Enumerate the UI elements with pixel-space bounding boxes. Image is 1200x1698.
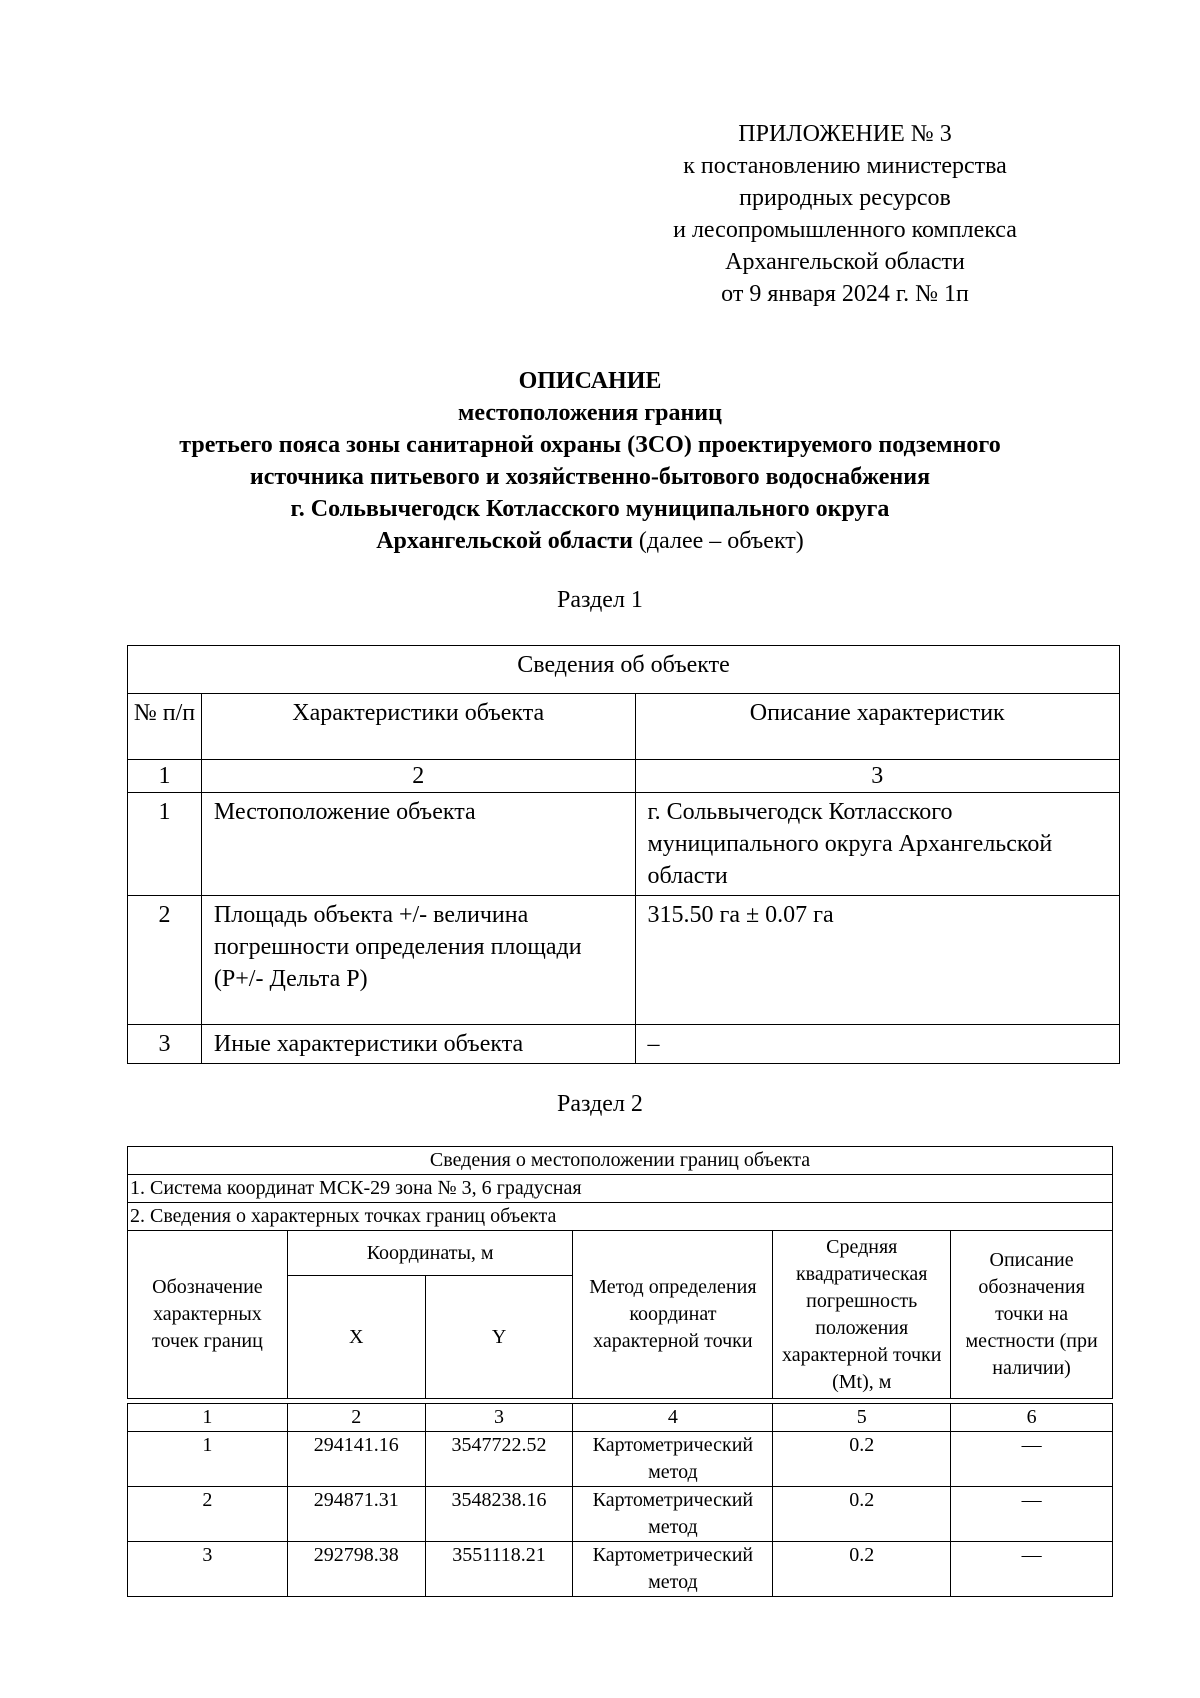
table-title: Сведения об объекте: [128, 646, 1120, 694]
coord-system-row: [128, 1175, 1113, 1203]
col-header-x: X: [287, 1276, 425, 1399]
points-title: 2. Сведения о характерных точках границ объекта: [128, 1203, 1113, 1231]
title-line: местоположения границ: [458, 400, 722, 426]
title-line: ОПИСАНИЕ: [518, 368, 662, 394]
point-desc: —: [951, 1542, 1113, 1597]
row-num: 1: [128, 793, 202, 896]
section2-heading: Раздел 2: [557, 1091, 643, 1117]
point-error: 0.2: [773, 1487, 951, 1542]
point-id: 3: [128, 1542, 288, 1597]
title-line: третьего пояса зоны санитарной охраны (ЗСО) проектируемого подземного: [179, 432, 1001, 458]
row-value: г. Сольвычегодск Котласского муниципального округа Архангельской области: [635, 793, 1120, 896]
document-title: [90, 365, 1090, 557]
col-header-name: Характеристики объекта: [201, 694, 635, 760]
point-y: 3547722.52: [425, 1432, 573, 1487]
point-x: 292798.38: [287, 1542, 425, 1597]
table-row: [128, 793, 1120, 896]
col-header-method: Метод определения координат характерной точки: [573, 1231, 773, 1399]
col-header-y: Y: [425, 1276, 573, 1399]
row-name: Местоположение объекта: [201, 793, 635, 896]
col-header-desc: Описание обозначения точки на местности (при наличии): [951, 1231, 1113, 1399]
object-info-table: [127, 645, 1120, 1064]
col-number-row: [128, 1404, 1113, 1432]
title-normal-part: (далее – объект): [632, 528, 804, 554]
section1-heading: Раздел 1: [557, 587, 643, 613]
point-y: 3551118.21: [425, 1542, 573, 1597]
point-id: 1: [128, 1432, 288, 1487]
point-error: 0.2: [773, 1542, 951, 1597]
boundary-points-table: [127, 1146, 1113, 1597]
point-x: 294871.31: [287, 1487, 425, 1542]
title-line: г. Сольвычегодск Котласского муниципального округа: [290, 496, 890, 522]
point-method: Картометрический метод: [573, 1487, 773, 1542]
points-title-row: [128, 1203, 1113, 1231]
coord-system: 1. Система координат МСК-29 зона № 3, 6 градусная: [128, 1175, 1113, 1203]
table-row: [128, 1025, 1120, 1064]
col-number: 1: [128, 1404, 288, 1432]
row-name: Площадь объекта +/- величина погрешности определения площади (P+/- Дельта P): [201, 896, 635, 1025]
col-number-row: [128, 760, 1120, 793]
title-bold-part: Архангельской области: [376, 528, 633, 554]
table-row: [128, 896, 1120, 1025]
appendix-line: Архангельской области: [725, 249, 965, 275]
table-title-row: [128, 1147, 1113, 1175]
point-x: 294141.16: [287, 1432, 425, 1487]
col-number: 6: [951, 1404, 1113, 1432]
col-header-num: № п/п: [128, 694, 202, 760]
row-num: 2: [128, 896, 202, 1025]
table-header-row: [128, 1231, 1113, 1276]
col-number: 1: [128, 760, 202, 793]
col-number: 3: [635, 760, 1120, 793]
point-y: 3548238.16: [425, 1487, 573, 1542]
appendix-line: ПРИЛОЖЕНИЕ № 3: [738, 121, 952, 147]
col-header-error: Средняя квадратическая погрешность положения характерной точки (Mt), м: [773, 1231, 951, 1399]
point-method: Картометрический метод: [573, 1542, 773, 1597]
table-title-row: [128, 646, 1120, 694]
appendix-line: к постановлению министерства: [683, 153, 1007, 179]
point-desc: —: [951, 1487, 1113, 1542]
col-number: 2: [201, 760, 635, 793]
row-value: 315.50 га ± 0.07 га: [635, 896, 1120, 1025]
col-number: 4: [573, 1404, 773, 1432]
table-title: Сведения о местоположении границ объекта: [128, 1147, 1113, 1175]
point-id: 2: [128, 1487, 288, 1542]
appendix-header: [640, 118, 1050, 310]
appendix-line: природных ресурсов: [739, 185, 951, 211]
point-desc: —: [951, 1432, 1113, 1487]
table-header-row: [128, 694, 1120, 760]
table-row: [128, 1487, 1113, 1542]
point-error: 0.2: [773, 1432, 951, 1487]
row-name: Иные характеристики объекта: [201, 1025, 635, 1064]
col-number: 3: [425, 1404, 573, 1432]
table-row: [128, 1542, 1113, 1597]
title-line: [90, 525, 1090, 557]
col-header-value: Описание характеристик: [635, 694, 1120, 760]
col-header-coords: Координаты, м: [287, 1231, 573, 1276]
col-number: 5: [773, 1404, 951, 1432]
col-number: 2: [287, 1404, 425, 1432]
col-header-point: Обозначение характерных точек границ: [128, 1231, 288, 1399]
row-value: –: [635, 1025, 1120, 1064]
table-row: [128, 1432, 1113, 1487]
title-line: источника питьевого и хозяйственно-бытового водоснабжения: [249, 464, 931, 490]
point-method: Картометрический метод: [573, 1432, 773, 1487]
row-num: 3: [128, 1025, 202, 1064]
appendix-line: от 9 января 2024 г. № 1п: [721, 281, 969, 307]
appendix-line: и лесопромышленного комплекса: [673, 217, 1017, 243]
